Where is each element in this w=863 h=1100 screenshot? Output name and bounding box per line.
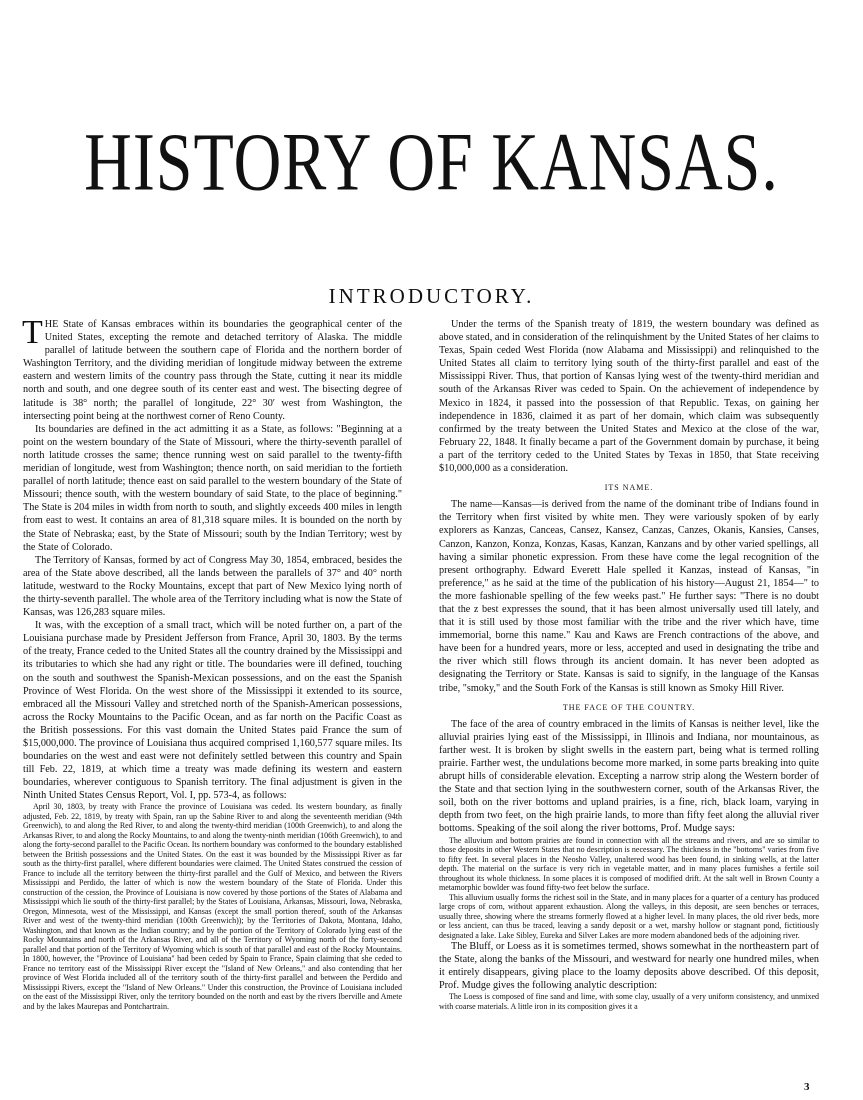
loess-quote xyxy=(439,992,819,1011)
section-subtitle: INTRODUCTORY. xyxy=(328,284,535,308)
paragraph-face: The face of the area of country embraced in the limits of Kansas is neither level, like the alluvial prairies lying east of the Mississippi, in Illinois and Indiana, nor mountainous, as farther west. It is broken by slight swells in the eastern part, being what is termed rolling prairie. Farther west, the undulations become more marked, in some parts breaking into quite abrupt hills of considerable elevation. Excepting a narrow strip along the Western border of the State and that section lying in the southwestern corner, south of the Arkansas River, the soil, both on the river bottoms and upland prairies, is a fine, rich, black loam, varying in depth from two feet, on the high prairie lands, to more than fifty feet along the alluvial river bottoms. Speaking of the soil along the river bottoms, Prof. Mudge says: xyxy=(439,718,819,835)
paragraph-boundaries: Its boundaries are defined in the act admitting it as a State, as follows: "Beginning at a point on the western boundary of the State of Missouri, where the thirty-seventh parallel of north latitude crosses the same; thence running west on said parallel to the twenty-fifth meridian of longitude, west from Washington; thence north, on said meridian to the fortieth parallel of north latitude; thence east on said parallel to the western boundary of the State of Missouri; thence south, with the western boundary of said State, to the place of beginning." The State is 204 miles in width from north to south, and slightly exceeds 400 miles in length from east to west. It contains an area of 81,318 square miles. It is bounded on the north by the State of Nebraska; east, by the State of Missouri; south by the Indian Territory; west by the State of Colorado. xyxy=(23,423,402,553)
left-column xyxy=(22,314,402,1011)
mudge-quote-1: The alluvium and bottom prairies are found in connection with all the streams and rivers, and are so similar to those deposits in other Western States that no description is necessary. The thickness in the "bottoms" varies from five to fifty feet. In several places in the Neosho Valley, unaltered wood has been found, in sinking wells, at the latter depth. The material on the surface is very rich in vegetable matter, and in many places furnishes a fertile soil throughout its whole thickness. In some places it is composed of modified drift. At the salt well in Brown County a metamorphic bowlder was found fifty-two feet below the surface. xyxy=(439,835,819,893)
heading-face-of-country: THE FACE OF THE COUNTRY. xyxy=(562,702,696,712)
mudge-quote xyxy=(439,836,819,941)
paragraph-name: The name—Kansas—is derived from the name of the dominant tribe of Indians found in the Territory when first visited by white men. They were variously spoken of by early explorers as Kanzas, Canceas, Cansez, Kansez, Canzas, Canzes, Okanis, Kansies, Canses, Canzon, Kanzon, Konza, Konzas, Kasas, Kanzan, Kanzans and by other varied spellings, all having a similar phonetic expression. From these have come the legal recognition of the present orthography. Edward Everett Hale spelled it Kanzas, instead of Kansas, "in preference," as he said at the time of the publication of his history—August 21, 1854—" to the more fashionable spelling of the few weeks past." He further says: "There is no doubt that the z best expresses the sound, that it has been almost universally used till lately, and that it is still used by those most familiar with the tribe and the river which have, time immemorial, borne this name." Kau and Kaws are French contractions of the above, and have been for a hundred years, more or less, accepted and used in designating the tribe and the river which still flows through its ancient domain. It has never been adopted as designating the Territory or State. Kansas is said to signify, in the language of the Kansas tribe, "smoky," and the South Fork of the Kansas is still known as Smoky Hill River. xyxy=(439,499,819,694)
drop-cap: T xyxy=(22,314,43,351)
paragraph-territory: The Territory of Kansas, formed by act of Congress May 30, 1854, embraced, besides the area of the State above described, all the lands between the parallels of 37° and 40° north latitude, westward to the Rocky Mountains, except that part of New Mexico lying north of the thirty-seventh parallel. The whole area of the Territory including what is now the State of Kansas, was 126,283 square miles. xyxy=(23,554,402,619)
page-title: HISTORY OF KANSAS. xyxy=(84,116,779,208)
paragraph-intro-text: HE State of Kansas embraces within its boundaries the geographical center of the United States, excepting the remote and detached territory of Alaska. The middle parallel of latitude between the southern cape of Florida and the northern border of Washington Territory, and the dividing meridian of longitude midway between the extreme eastern and western limits of the country pass through the State, cutting it near its middle north and south, and one degree south of its center east and west. The bisecting degree of latitude is 38° north; the parallel of longitude, 22° 30′ west from Washington, the intersecting point being at the northwest corner of Reno County. xyxy=(23,319,402,422)
loess-quote-text: The Loess is composed of fine sand and lime, with some clay, usually of a very uniform consistency, and unmixed with coarse materials. A little iron in its composition gives it a xyxy=(439,992,819,1011)
census-quote xyxy=(23,802,402,1011)
paragraph-loess: The Bluff, or Loess as it is sometimes termed, shows somewhat in the northeastern part of the State, along the banks of the Missouri, and westward for nearly one hundred miles, when it entirely disappears, giving place to the loamy deposits above described. Of this deposit, Prof. Mudge gives the following analytic description: xyxy=(439,941,819,992)
right-column xyxy=(439,318,819,1011)
paragraph-louisiana: It was, with the exception of a small tract, which will be noted further on, a part of the Louisiana purchase made by President Jefferson from France, April 30, 1803. By the terms of the treaty, France ceded to the United States all the country drained by the Mississippi and its tributaries to which she had any right or title. The boundaries were ill defined, touching on the south and southwest the Spanish-Mexican possessions, and on the east the Spanish Province of West Florida. On the west shore of the Mississippi it extended to its source, embraced all the Missouri Valley and stretched north of the Spanish-American possessions, across the Rocky Mountains to the Pacific Ocean, and as far north on the Pacific Coast as the British possessions. For this vast domain the United States paid France the sum of $15,000,000. The province of Louisiana thus acquired comprised 1,160,577 square miles. Its boundaries on the west and east were not definitely settled between this country and Spain till Feb. 22, 1819, at which time a treaty was made defining its western and eastern boundaries, wherever contiguous to Spanish territory. The final adjustment is given in the Ninth United States Census Report, Vol. I, pp. 573-4, as follows: xyxy=(23,620,402,802)
paragraph-spanish-treaty: Under the terms of the Spanish treaty of 1819, the western boundary was defined as above stated, and in consideration of the relinquishment by the United States of her claims to Texas, Spain ceded West Florida (now Alabama and Mississippi) and relinquished to the United States all claim to territory lying south of the thirty-first parallel and east of the Mississippi River. Thus, that portion of Kansas lying west of the twenty-third meridian and south of the Arkansas River was ceded to Spain. On the achievement of independence by Mexico in 1824, it passed into the possession of that Republic. Texas, on gaining her independence in 1836, claimed it as part of her domain, which claim was subsequently confirmed by the treaty between the United States and Mexico at the close of the war, February 22, 1848. It finally became a part of the Government domain by purchase, it being a part of the territory ceded to the United States by Texas in 1850, that State receiving $10,000,000 as a consideration. xyxy=(439,319,819,475)
census-quote-text: April 30, 1803, by treaty with France the province of Louisiana was ceded. Its western boundary, as finally adjusted, Feb. 22, 1819, by treaty with Spain, ran up the Sabine River to and along the seventeenth meridian (94th Greenwich), to and along the Red River, to and along the twenty-third meridian (100th Greenwich), to and along the Arkansas River, to and along the Rocky Mountains, to and along the twenty-ninth meridian (106th Greenwich), to and along the forty-second parallel to the Pacific Ocean. Its northern boundary was conformed to the boundary established between the British possessions and the United States. On the east it was bounded by the Mississippi River as far south as the thirty-first parallel, where different boundaries were claimed. The United States construed the cession of France to include all the territory between the thirty-first parallel and the Gulf of Mexico, and between the Rivers Mississippi and Perdido, the latter of which is now the western boundary of the State of Florida. Under this construction of the cession, the Province of Louisiana is now covered by those portions of the States of Alabama and Mississippi which lie south of the thirty-first parallel; by the States of Louisiana, Arkansas, Missouri, Iowa, Nebraska, Oregon, Minnesota, west of the Mississippi, and Kansas (except the small portion thereof, south of the Arkansas River and west of the twenty-third meridian (100th Greenwich)); by the Territories of Dakota, Montana, Idaho, Washington, and that known as the Indian country; and by the portion of the Territory of Colorado lying east of the Rocky Mountains and north of the Arkansas River, and all of the Territory of Wyoming north of the forty-second parallel and that portion of the Territory of Wyoming which is south of that parallel and east of the Rocky Mountains. In 1800, however, the "Province of Louisiana" had been ceded by Spain to France, Spain claiming that she ceded to France no territory east of the Mississippi River except the "Island of New Orleans," and also contending that her province of West Florida included all of the territory south of the thirty-first parallel and between the Perdido and Mississippi Rivers, except the "Island of New Orleans." Under this construction, the Province of Louisiana included on the east of the Mississippi River, only the territory bounded on the north and east by the rivers Iberville and Amete and by the lakes Maurepas and Pontchartrain. xyxy=(23,802,402,1011)
heading-its-name: ITS NAME. xyxy=(604,483,654,493)
paragraph-intro xyxy=(22,314,402,423)
mudge-quote-2: This alluvium usually forms the richest soil in the State, and in many places for a quarter of a century has produced large crops of corn, without apparent exhaustion. Along the valleys, in this deposit, are seen benches or terraces, usually three, showing where the streams formerly flowed at a higher level. In many places, the old river beds, more or less ancient, can thus be traced, leaving a sandy deposit or a wet, marshy hollow or stagnant pond, fictitiously designated a lake. Lake Sibley, Eureka and Silver Lakes are more modern abandoned beds of the adjoining river. xyxy=(439,892,819,940)
page-number: 3 xyxy=(804,1081,810,1093)
